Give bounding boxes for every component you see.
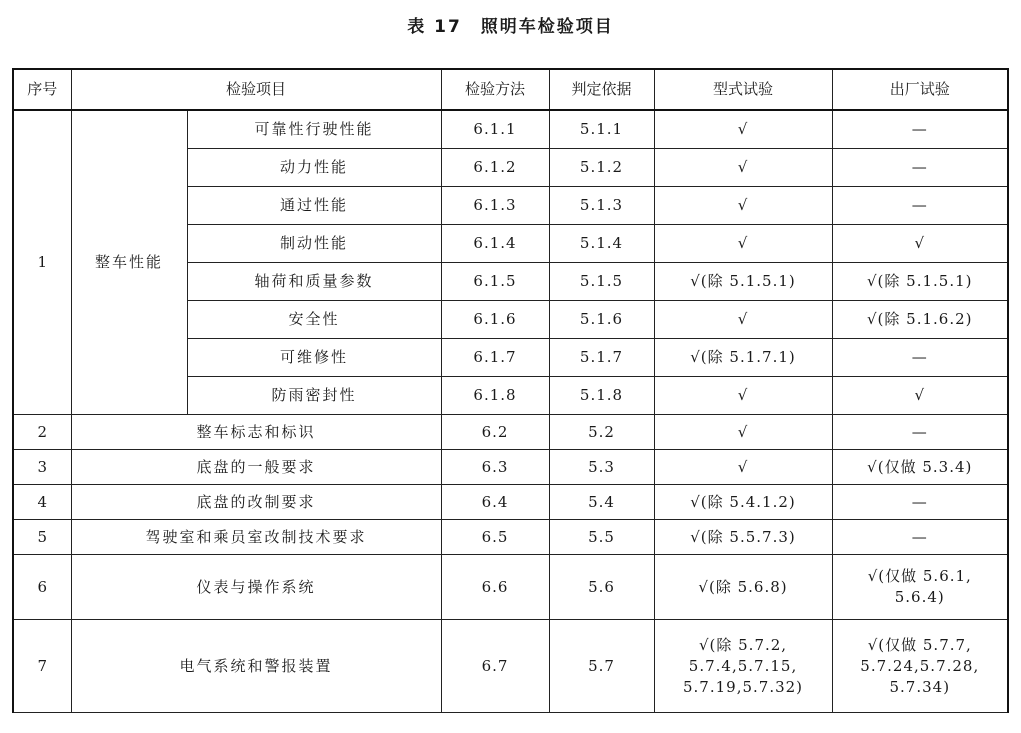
basis-cell: 5.3 <box>549 450 654 485</box>
sub-item: 轴荷和质量参数 <box>187 263 441 301</box>
method-cell: 6.1.1 <box>441 110 549 149</box>
factory-test-cell: √(除 5.1.6.2) <box>832 301 1008 339</box>
table-row <box>13 415 1008 450</box>
factory-test-cell: — <box>832 415 1008 450</box>
method-cell: 6.3 <box>441 450 549 485</box>
table-row <box>13 110 1008 149</box>
method-cell: 6.4 <box>441 485 549 520</box>
factory-test-cell: — <box>832 520 1008 555</box>
type-test-cell: √(除 5.1.5.1) <box>654 263 832 301</box>
basis-cell: 5.1.2 <box>549 149 654 187</box>
item-cell: 驾驶室和乘员室改制技术要求 <box>71 520 441 555</box>
method-cell: 6.5 <box>441 520 549 555</box>
method-cell: 6.6 <box>441 555 549 620</box>
type-test-cell: √ <box>654 377 832 415</box>
type-test-cell: √ <box>654 301 832 339</box>
factory-test-cell: — <box>832 339 1008 377</box>
basis-cell: 5.1.4 <box>549 225 654 263</box>
header-method: 检验方法 <box>441 69 549 110</box>
inspection-items-table <box>12 68 1009 713</box>
factory-test-cell: — <box>832 187 1008 225</box>
sub-item: 防雨密封性 <box>187 377 441 415</box>
table-title: 表 17 照明车检验项目 <box>407 17 614 37</box>
basis-cell: 5.1.5 <box>549 263 654 301</box>
type-test-cell: √ <box>654 415 832 450</box>
sub-item: 通过性能 <box>187 187 441 225</box>
item-cell: 底盘的改制要求 <box>71 485 441 520</box>
header-factory-test: 出厂试验 <box>832 69 1008 110</box>
method-cell: 6.7 <box>441 620 549 713</box>
table-body <box>13 110 1008 713</box>
method-cell: 6.1.5 <box>441 263 549 301</box>
row-seq: 1 <box>13 110 71 415</box>
table-row <box>13 450 1008 485</box>
factory-test-cell: — <box>832 149 1008 187</box>
row-seq: 6 <box>13 555 71 620</box>
basis-cell: 5.1.6 <box>549 301 654 339</box>
item-cell: 整车标志和标识 <box>71 415 441 450</box>
row-seq: 7 <box>13 620 71 713</box>
type-test-cell: √(除 5.4.1.2) <box>654 485 832 520</box>
basis-cell: 5.7 <box>549 620 654 713</box>
factory-test-cell: — <box>832 110 1008 149</box>
type-test-cell: √ <box>654 450 832 485</box>
table-row <box>13 485 1008 520</box>
sub-item: 安全性 <box>187 301 441 339</box>
factory-test-cell: √(除 5.1.5.1) <box>832 263 1008 301</box>
factory-test-cell: √(仅做 5.7.7, 5.7.24,5.7.28, 5.7.34) <box>832 620 1008 713</box>
factory-test-cell: √(仅做 5.3.4) <box>832 450 1008 485</box>
method-cell: 6.1.8 <box>441 377 549 415</box>
header-type-test: 型式试验 <box>654 69 832 110</box>
method-cell: 6.1.6 <box>441 301 549 339</box>
type-test-cell: √ <box>654 187 832 225</box>
item-cell: 底盘的一般要求 <box>71 450 441 485</box>
header-row <box>13 69 1008 110</box>
type-test-cell: √ <box>654 110 832 149</box>
type-test-cell: √(除 5.6.8) <box>654 555 832 620</box>
basis-cell: 5.1.7 <box>549 339 654 377</box>
basis-cell: 5.6 <box>549 555 654 620</box>
sub-item: 制动性能 <box>187 225 441 263</box>
row-seq: 4 <box>13 485 71 520</box>
type-test-cell: √(除 5.1.7.1) <box>654 339 832 377</box>
table-row <box>13 520 1008 555</box>
item-cell: 仪表与操作系统 <box>71 555 441 620</box>
header-basis: 判定依据 <box>549 69 654 110</box>
header-item: 检验项目 <box>71 69 441 110</box>
factory-test-cell: — <box>832 485 1008 520</box>
sub-item: 动力性能 <box>187 149 441 187</box>
factory-test-cell: √(仅做 5.6.1, 5.6.4) <box>832 555 1008 620</box>
method-cell: 6.1.2 <box>441 149 549 187</box>
table-row <box>13 555 1008 620</box>
method-cell: 6.1.7 <box>441 339 549 377</box>
table-row <box>13 620 1008 713</box>
basis-cell: 5.1.8 <box>549 377 654 415</box>
item-cell: 电气系统和警报装置 <box>71 620 441 713</box>
basis-cell: 5.2 <box>549 415 654 450</box>
type-test-cell: √(除 5.5.7.3) <box>654 520 832 555</box>
method-cell: 6.1.3 <box>441 187 549 225</box>
factory-test-cell: √ <box>832 377 1008 415</box>
basis-cell: 5.5 <box>549 520 654 555</box>
sub-item: 可靠性行驶性能 <box>187 110 441 149</box>
method-cell: 6.1.4 <box>441 225 549 263</box>
sub-item: 可维修性 <box>187 339 441 377</box>
group-name: 整车性能 <box>71 110 187 415</box>
factory-test-cell: √ <box>832 225 1008 263</box>
type-test-cell: √ <box>654 225 832 263</box>
basis-cell: 5.4 <box>549 485 654 520</box>
row-seq: 3 <box>13 450 71 485</box>
type-test-cell: √(除 5.7.2, 5.7.4,5.7.15, 5.7.19,5.7.32) <box>654 620 832 713</box>
basis-cell: 5.1.3 <box>549 187 654 225</box>
row-seq: 2 <box>13 415 71 450</box>
row-seq: 5 <box>13 520 71 555</box>
basis-cell: 5.1.1 <box>549 110 654 149</box>
type-test-cell: √ <box>654 149 832 187</box>
header-seq: 序号 <box>13 69 71 110</box>
method-cell: 6.2 <box>441 415 549 450</box>
